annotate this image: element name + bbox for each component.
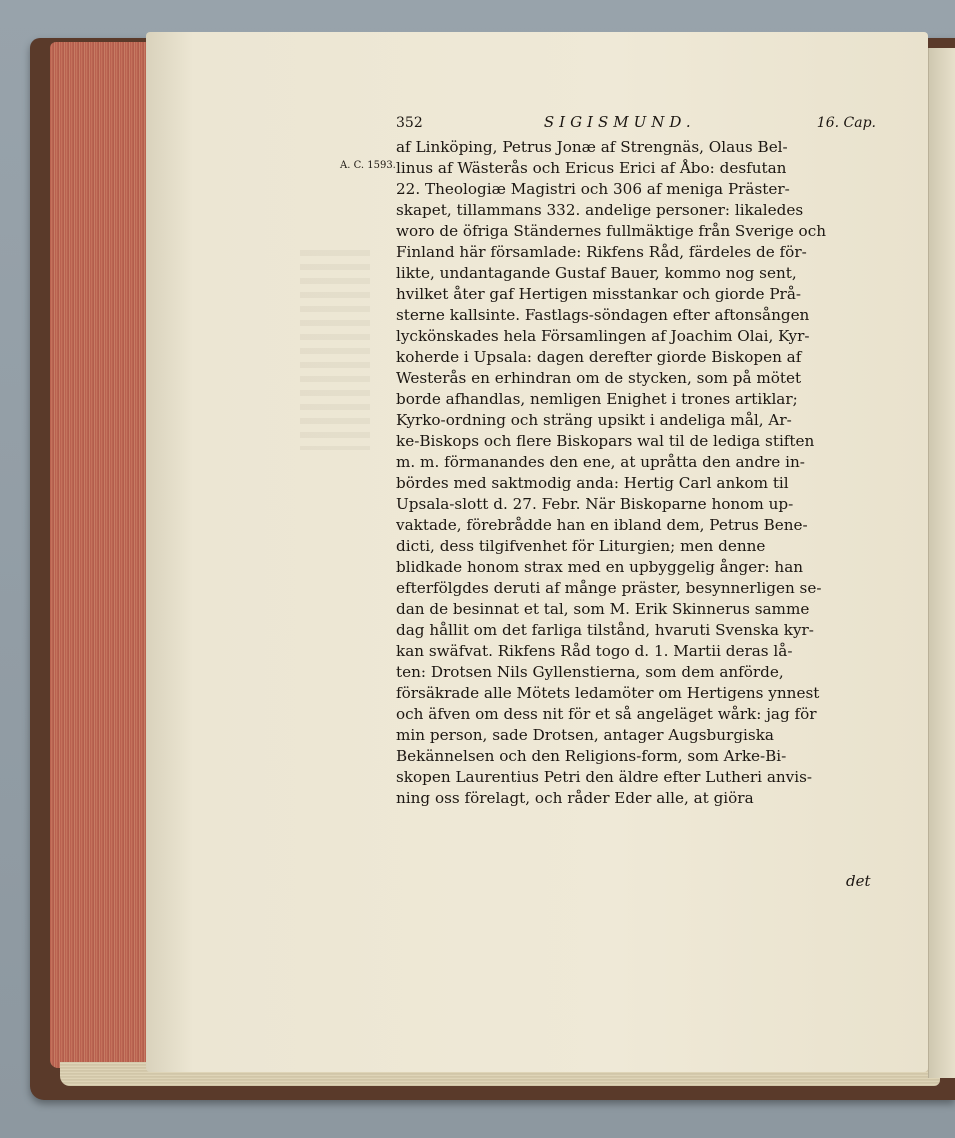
text-line: lyckönskades hela Församlingen af Joachim Olai, Kyr- (396, 327, 810, 345)
text-line: ning oss förelagt, och råder Eder alle, at giöra (396, 789, 754, 807)
text-line: skopen Laurentius Petri den äldre efter Lutheri anvis- (396, 768, 813, 786)
text-line: och äfven om dess nit för et så angeläget wårk: jag för (396, 705, 817, 723)
text-line: dag hållit om det farliga tilstånd, hvaruti Svenska kyr- (396, 621, 814, 639)
text-line: m. m. förmanandes den ene, at upråtta den andre in- (396, 453, 805, 471)
text-line: af Linköping, Petrus Jonæ af Strengnäs, Olaus Bel- (396, 138, 788, 156)
text-line: dicti, dess tilgifvenhet för Liturgien; men denne (396, 537, 766, 555)
text-line: kan swäfvat. Rikfens Råd togo d. 1. Martii deras lå- (396, 642, 793, 660)
text-line: efterfölgdes deruti af månge präster, besynnerligen se- (396, 579, 822, 597)
show-through-bleed (300, 250, 370, 450)
text-line: ten: Drotsen Nils Gyllenstierna, som dem anförde, (396, 663, 784, 681)
text-line: vaktade, förebrådde han en ibland dem, Petrus Bene- (396, 516, 808, 534)
catchword: det (846, 872, 871, 890)
text-line: Kyrko-ordning och sträng upsikt i andeliga mål, Ar- (396, 411, 792, 429)
body-lines (396, 137, 876, 809)
text-line: hvilket åter gaf Hertigen misstankar och giorde Prå- (396, 285, 802, 303)
text-line: Westerås en erhindran om de stycken, som på mötet (396, 369, 802, 387)
chapter-label: 16. Cap. (816, 115, 876, 131)
text-line: borde afhandlas, nemligen Enighet i trones artiklar; (396, 390, 798, 408)
text-line: sterne kallsinte. Fastlags-söndagen efter aftonsången (396, 306, 810, 324)
text-line: Upsala-slott d. 27. Febr. När Biskoparne honom up- (396, 495, 794, 513)
text-line: Finland här församlade: Rikfens Råd, färdeles de för- (396, 243, 807, 261)
text-line: min person, sade Drotsen, antager Augsburgiska (396, 726, 774, 744)
text-line: bördes med saktmodig anda: Hertig Carl ankom til (396, 474, 789, 492)
facing-page-edge (928, 48, 955, 1078)
text-line: linus af Wästerås och Ericus Erici af Åbo: desfutan (396, 159, 787, 177)
text-line: 22. Theologiæ Magistri och 306 af meniga Präster- (396, 180, 790, 198)
text-line: ke-Biskops och flere Biskopars wal til de lediga stiften (396, 432, 815, 450)
text-line: skapet, tillammans 332. andelige personer: likaledes (396, 201, 804, 219)
margin-note-year: A. C. 1593. (340, 160, 396, 171)
text-line: försäkrade alle Mötets ledamöter om Hertigens ynnest (396, 684, 820, 702)
text-line: dan de besinnat et tal, som M. Erik Skinnerus samme (396, 600, 810, 618)
text-line: Bekännelsen och den Religions-form, som Arke-Bi- (396, 747, 787, 765)
running-head-title: SIGISMUND. (543, 113, 696, 131)
text-line: koherde i Upsala: dagen derefter giorde Biskopen af (396, 348, 802, 366)
page-text-block (396, 113, 876, 809)
running-header (396, 113, 876, 131)
text-line: woro de öfriga Ständernes fullmäktige från Sverige och (396, 222, 826, 240)
page-number: 352 (396, 115, 423, 131)
text-line: likte, undantagande Gustaf Bauer, kommo nog sent, (396, 264, 797, 282)
text-line: blidkade honom strax med en upbyggelig ånger: han (396, 558, 804, 576)
